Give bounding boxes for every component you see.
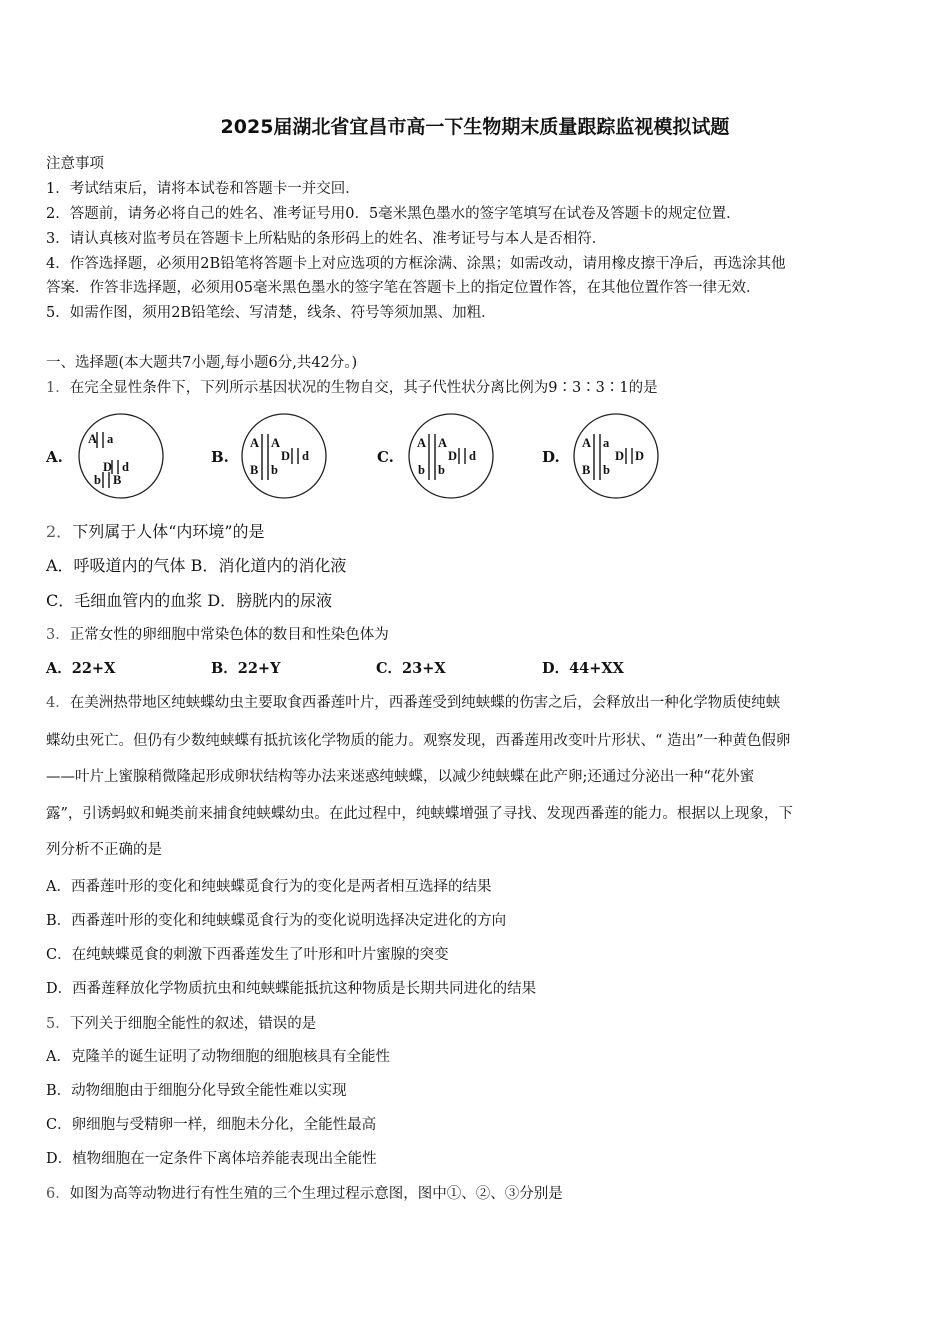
notice-item: 4．作答选择题，必须用2B铅笔将答题卡上对应选项的方框涂满、涂黑；如需改动，请用橡皮擦干净后，再选涂其他 [46,256,786,272]
question-2-stem [46,519,265,542]
question-4-stem-line: 露”，引诱蚂蚁和蝇类前来捕食纯蛱蝶幼虫。在此过程中，纯蛱蝶增强了寻找、发现西番莲的能力。根据以上现象，下 [46,806,793,822]
question-text: 下列关于细胞全能性的叙述，错误的是 [69,1016,317,1032]
option-a[interactable]: A．22+X [46,660,116,677]
question-5-option-a[interactable]: A．克隆羊的诞生证明了动物细胞的细胞核具有全能性 [46,1049,390,1065]
cell-diagram [240,412,328,500]
section-heading: 一、选择题(本大题共7小题,每小题6分,共42分。) [46,355,358,371]
allele-left-3: b [94,473,101,487]
allele-right-2: d [122,460,129,474]
allele-left-2: D [281,449,291,463]
notice-item: 5．如需作图，须用2B铅笔绘、写清楚，线条、符号等须加黑、加粗． [46,305,496,321]
question-5-stem [46,1012,316,1033]
question-4-stem-line: ——叶片上蜜腺稍微隆起形成卵状结构等办法来迷惑纯蛱蝶，以减少纯蛱蝶在此产卵;还通过分泌出一种“花外蜜 [46,769,755,785]
allele-right-3: b [438,463,445,477]
question-2-options-row-1[interactable]: A．呼吸道内的气体 B．消化道内的消化液 [46,556,347,575]
allele-right-3: b [603,463,610,477]
question-4-stem-line: 列分析不正确的是 [46,842,162,858]
question-4-option-c[interactable]: C．在纯蛱蝶觅食的刺激下西番莲发生了叶形和叶片蜜腺的突变 [46,947,449,963]
option-c[interactable]: C．23+X [376,660,446,677]
cell-diagram [77,412,165,500]
question-text: 在完全显性条件下，下列所示基因状况的生物自交，其子代性状分离比例为9∶3∶3∶1的是 [69,380,658,396]
allele-right-1: a [107,432,114,446]
notice-item: 2．答题前，请务必将自己的姓名、准考证号用0．5毫米黑色墨水的签字笔填写在试卷及答题卡的规定位置． [46,206,741,222]
notice-item: 1．考试结束后，请将本试卷和答题卡一并交回． [46,181,360,197]
question-3-stem [46,623,389,644]
question-number: 2． [46,522,73,541]
allele-right-2: D [635,449,645,463]
notice-item: 3．请认真核对监考员在答题卡上所粘贴的条形码上的姓名、准考证号与本人是否相符． [46,231,607,247]
question-4-option-d[interactable]: D．西番莲释放化学物质抗虫和纯蛱蝶能抵抗这种物质是长期共同进化的结果 [46,981,537,997]
allele-left-2: D [448,449,458,463]
allele-right-3: B [113,473,122,487]
question-4-stem-line: 蝶幼虫死亡。但仍有少数纯蛱蝶有抵抗该化学物质的能力。观察发现，西番莲用改变叶片形状、“ 造出”一种黄色假卵 [46,733,791,749]
allele-left-1: A [582,436,592,450]
allele-left-3: b [418,463,425,477]
question-text: 如图为高等动物进行有性生殖的三个生理过程示意图，图中①、②、③分别是 [69,1186,563,1202]
allele-left-2: D [103,460,113,474]
option-label: B. [211,448,229,466]
page-title: 2025届湖北省宜昌市高一下生物期末质量跟踪监视模拟试题 [220,116,730,138]
question-5-option-b[interactable]: B．动物细胞由于细胞分化导致全能性难以实现 [46,1083,347,1099]
question-text: 在美洲热带地区纯蛱蝶幼虫主要取食西番莲叶片，西番莲受到纯蛱蝶的伤害之后，会释放出一种化学物质使纯蛱 [69,695,781,711]
question-6-stem [46,1182,563,1203]
question-text: 下列属于人体“内环境”的是 [72,522,265,541]
allele-right-1: a [603,436,610,450]
question-4-option-a[interactable]: A．西番莲叶形的变化和纯蛱蝶觅食行为的变化是两者相互选择的结果 [46,879,492,895]
allele-left-1: A [88,432,98,446]
allele-left-3: B [582,463,591,477]
question-number: 5． [46,1016,70,1032]
notice-heading: 注意事项 [46,156,104,172]
option-b[interactable]: B．22+Y [211,660,281,677]
option-label: D. [542,448,560,466]
notice-item: 答案．作答非选择题，必须用05毫米黑色墨水的签字笔在答题卡上的指定位置作答，在其他位置作答一律无效． [46,280,761,296]
cell-diagram [572,412,660,500]
allele-left-3: B [250,463,259,477]
option-label: A. [46,448,63,466]
question-1-stem [46,376,658,397]
question-number: 1． [46,380,70,396]
allele-right-1: A [438,436,448,450]
allele-left-2: D [615,449,625,463]
allele-right-2: d [469,449,476,463]
question-4-stem-line [46,691,780,712]
allele-left-1: A [417,436,427,450]
cell-diagram [407,412,495,500]
question-5-option-d[interactable]: D．植物细胞在一定条件下离体培养能表现出全能性 [46,1151,377,1167]
question-2-options-row-2[interactable]: C．毛细血管内的血浆 D．膀胱内的尿液 [46,591,333,610]
question-number: 4． [46,695,70,711]
allele-right-3: b [271,463,278,477]
option-label: C. [377,448,394,466]
option-d[interactable]: D．44+XX [542,660,624,677]
question-number: 6． [46,1186,70,1202]
allele-left-1: A [250,436,260,450]
question-number: 3． [46,627,70,643]
allele-right-2: d [302,449,309,463]
question-5-option-c[interactable]: C．卵细胞与受精卵一样，细胞未分化，全能性最高 [46,1117,377,1133]
allele-right-1: A [271,436,281,450]
question-4-option-b[interactable]: B．西番莲叶形的变化和纯蛱蝶觅食行为的变化说明选择决定进化的方向 [46,913,507,929]
question-text: 正常女性的卵细胞中常染色体的数目和性染色体为 [69,627,389,643]
